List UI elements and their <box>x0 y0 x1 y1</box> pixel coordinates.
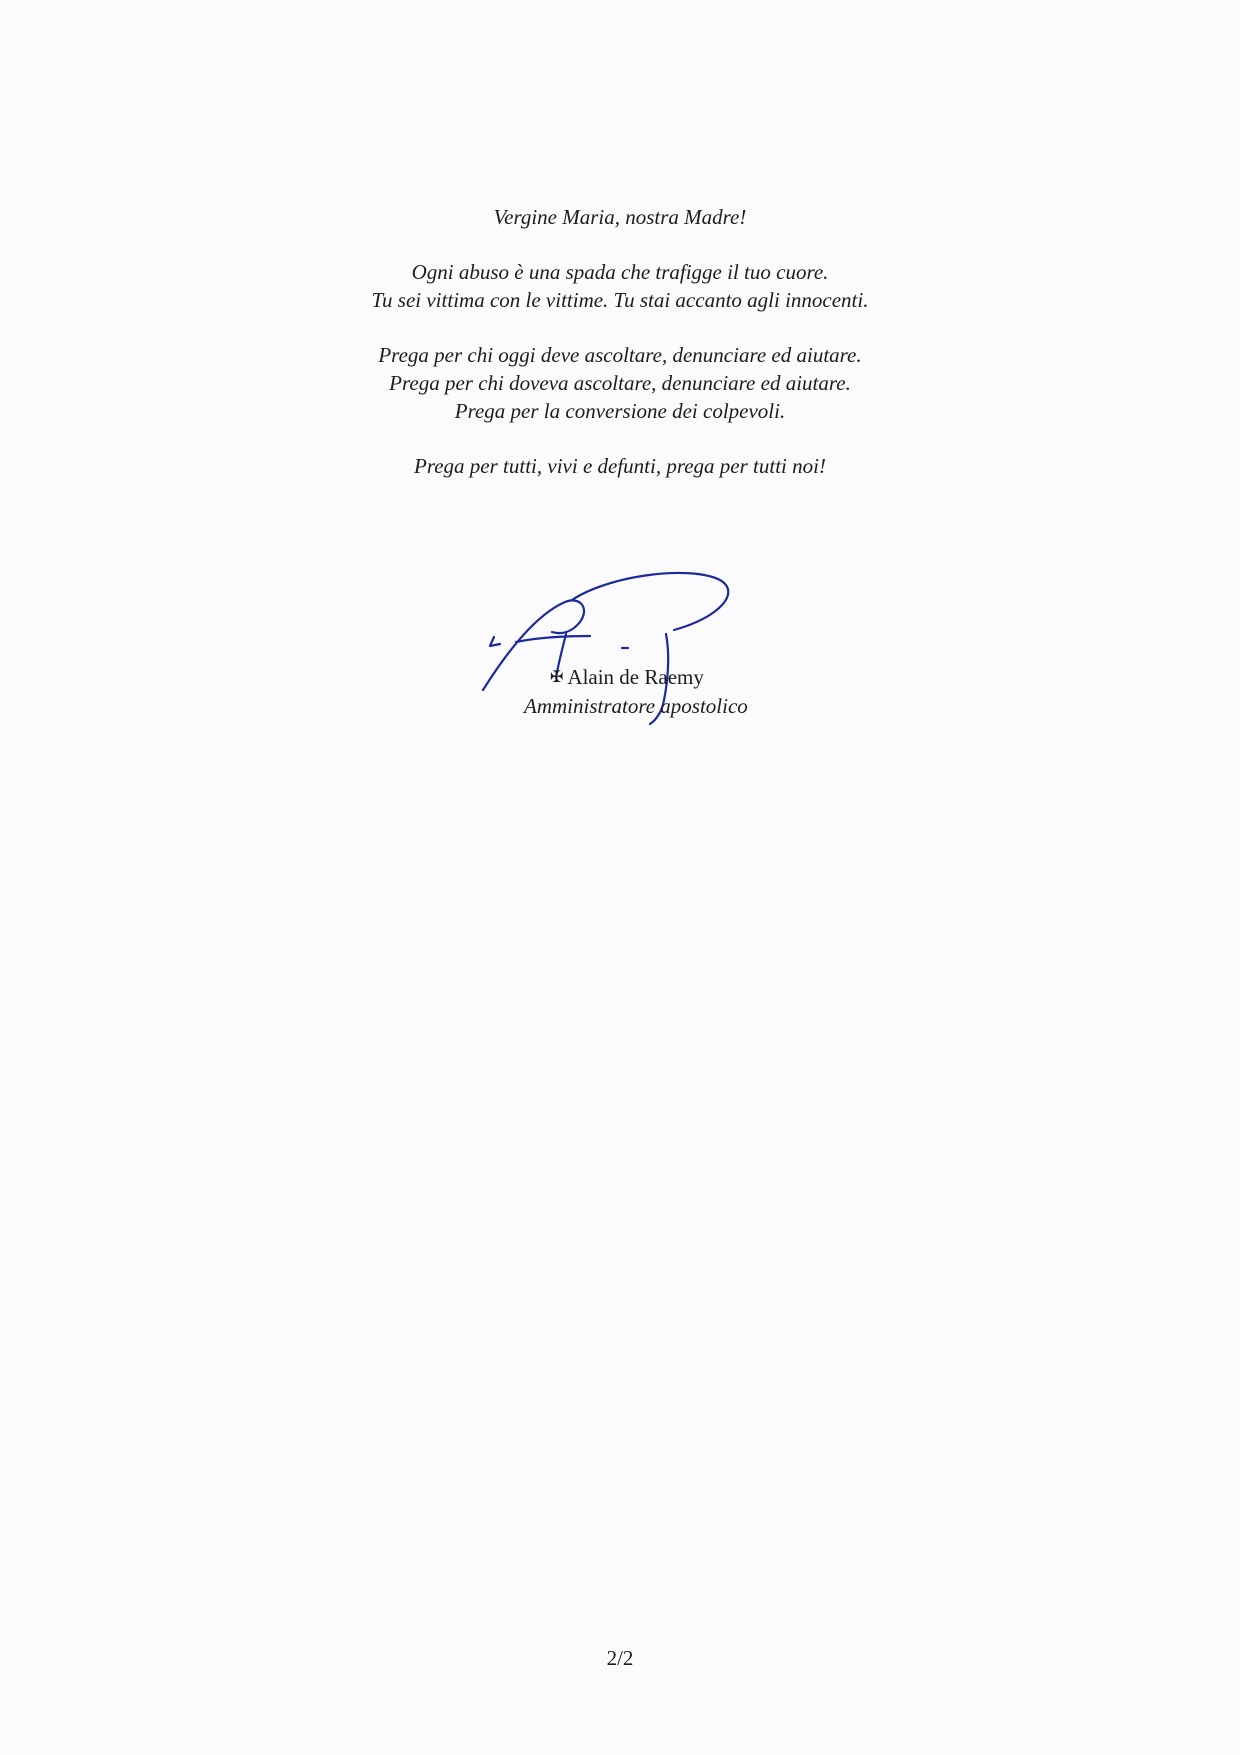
prayer-stanza-3 <box>0 341 1240 425</box>
prayer-stanza-2 <box>0 258 1240 314</box>
episcopal-cross-icon: ✠ <box>550 669 564 686</box>
prayer-line: Ogni abuso è una spada che trafigge il tuo cuore. <box>411 260 829 284</box>
prayer-line: Tu sei vittima con le vittime. Tu stai accanto agli innocenti. <box>371 288 869 312</box>
page-number: 2/2 <box>606 1646 634 1670</box>
prayer-stanza-1 <box>0 203 1240 231</box>
signer-role: Amministratore apostolico <box>524 694 748 718</box>
prayer-line: Prega per tutti, vivi e defunti, prega per tutti noi! <box>414 454 826 478</box>
prayer-line: Vergine Maria, nostra Madre! <box>493 205 747 229</box>
signer-name-text: Alain de Raemy <box>567 665 704 689</box>
signer-name <box>550 665 704 690</box>
prayer-text <box>0 203 1240 507</box>
signature-block <box>480 560 780 730</box>
prayer-stanza-4 <box>0 452 1240 480</box>
prayer-line: Prega per chi doveva ascoltare, denunciare ed aiutare. <box>389 371 851 395</box>
prayer-line: Prega per chi oggi deve ascoltare, denunciare ed aiutare. <box>378 343 862 367</box>
prayer-line: Prega per la conversione dei colpevoli. <box>454 399 786 423</box>
